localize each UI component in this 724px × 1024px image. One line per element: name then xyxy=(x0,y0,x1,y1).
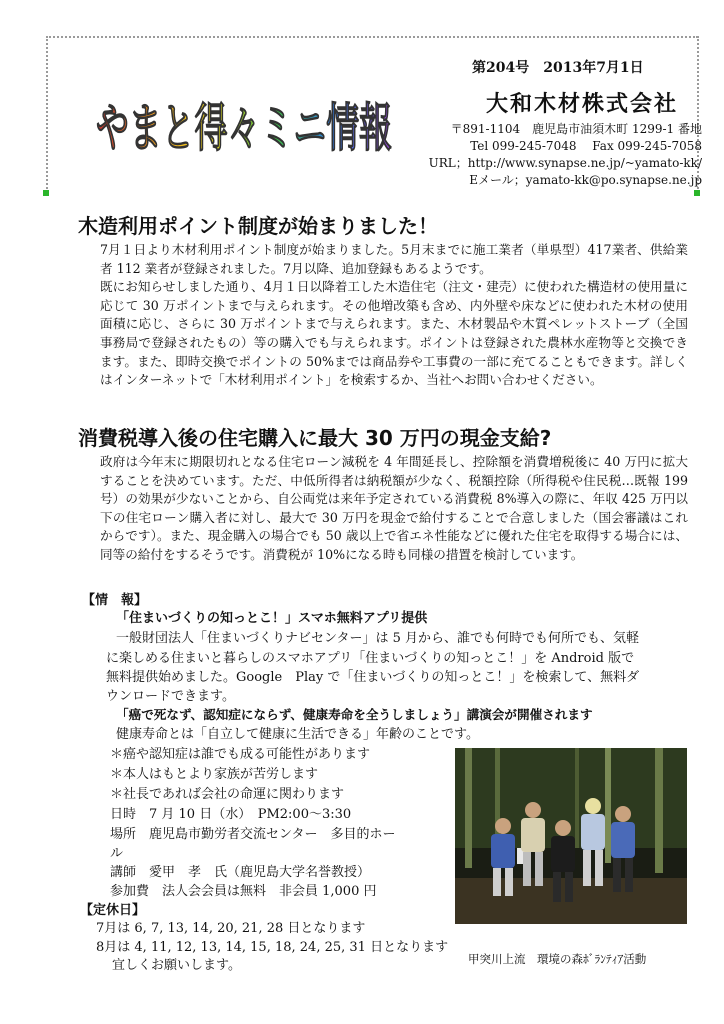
lecture-line: 場所 鹿児島市勤労者交流センター 多目的ホー xyxy=(110,827,396,842)
header-frame-top xyxy=(46,36,698,38)
holiday-august: 8月は 4, 11, 12, 13, 14, 15, 18, 24, 25, 31 日となります xyxy=(96,940,449,955)
holiday-july: 7月は 6, 7, 13, 14, 20, 21, 28 日となります xyxy=(96,921,366,936)
company-email[interactable]: Eメール；yamato-kk@po.synapse.ne.jp xyxy=(469,173,702,187)
corner-dot xyxy=(43,190,49,196)
app-title: 「住まいづくりの知っとこ！」スマホ無料アプリ提供 xyxy=(116,611,428,626)
lecture-line: 参加費 法人会会員は無料 非会員 1,000 円 xyxy=(110,884,377,899)
article-title: 消費税導入後の住宅購入に最大 30 万円の現金支給? xyxy=(78,426,552,450)
lecture-line: ル xyxy=(110,846,124,861)
company-address: 〒891-1104 鹿児島市油須木町 1299-1 番地 xyxy=(450,122,702,136)
app-line: に楽しめる住まいと暮らしのスマホアプリ「住まいづくりの知っとこ！」を Android 版で xyxy=(106,651,635,666)
holiday-label: 【定休日】 xyxy=(80,903,146,918)
lecture-line: 健康寿命とは「自立して健康に生活できる」年齢のことです。 xyxy=(116,727,479,742)
article-paragraph: 既にお知らせしました通り、4月１日以降着工した木造住宅（注文・建売）に使われた構造材の使用量に応じて 30 万ポイントまで与えられます。その他増改築も含め、内外壁や床などに使われた木材の使用面積に応じ、さらに 30 万ポイントまで与えられます。また、木材製品や木質ペレットストーブ（全国事務局で登録されたもの）等の購入でも与えられます。ポイントは登録された農林水産物等と交換できます。また、即時交換でポイントの 50%までは商品券や工事費の一部に充てることもできます。詳しくはインターネットで「木材利用ポイント」を検索するか、当社へお問い合わせください。 xyxy=(100,279,688,388)
article-title: 木造利用ポイント制度が始まりました！ xyxy=(78,214,438,238)
holiday-closing: 宜しくお願いします。 xyxy=(112,958,241,973)
lecture-line: 日時 7 月 10 日（水） PM2:00～3:30 xyxy=(110,807,352,822)
lecture-line: ＊社長であれば会社の命運に関わります xyxy=(110,787,345,802)
company-phone: Tel 099-245-7048 Fax 099-245-7058 xyxy=(470,139,702,153)
article-paragraph: 7月１日より木材利用ポイント制度が始まりました。5月末までに施工業者（単県型）417業者、供給業者 112 業者が登録されました。7月以降、追加登録もあるようです。 xyxy=(100,242,688,276)
app-line: 無料提供始めました。Google Play で「住まいづくりの知っとこ！」を検索して、無料ダ xyxy=(106,670,640,685)
article-body xyxy=(100,453,688,565)
corner-dot xyxy=(694,190,700,196)
article-paragraph: 政府は今年末に期限切れとなる住宅ローン減税を 4 年間延長し、控除額を消費増税後に 40 万円に拡大することを決めています。ただ、中低所得者は納税額が少なく、税額控除（所得税や住民税…既報 199 号）の効果が少ないことから、自公両党は来年予定されている消費税 8%導入の際に、年収 425 万円以下の住宅ローン購入者に対し、最大で 30 万円を現金で給付することで合意しました（国会審議はこれからです）。また、現金購入の場合でも 50 歳以上で省エネ性能などに優れた住宅を取得する場合には、同等の給付をするそうです。消費税が 10%になる時も同様の措置を検討しています。 xyxy=(100,454,688,562)
info-section-label: 【情 報】 xyxy=(82,593,148,608)
app-line: ウンロードできます。 xyxy=(106,689,235,704)
header-frame-left xyxy=(46,36,48,196)
article-body xyxy=(100,241,688,390)
lecture-line: 講師 愛甲 孝 氏（鹿児島大学名誉教授） xyxy=(110,865,371,880)
issue-number: 第204号 2013年7月1日 xyxy=(472,60,644,76)
company-name: 大和木材株式会社 xyxy=(486,91,679,117)
lecture-title: 「癌で死なず、認知症にならず、健康寿命を全うしましょう」講演会が開催されます xyxy=(116,707,593,722)
app-line: 一般財団法人「住まいづくりナビセンター」は 5 月から、誰でも何時でも何所でも、気軽 xyxy=(116,631,640,646)
lecture-line: ＊癌や認知症は誰でも成る可能性があります xyxy=(110,747,371,762)
newsletter-logo xyxy=(96,58,396,178)
volunteer-group-photo xyxy=(455,748,687,924)
company-url[interactable]: URL；http://www.synapse.ne.jp/~yamato-kk/ xyxy=(428,156,702,170)
logo-text: やまと得々ミニ情報 xyxy=(96,99,392,159)
lecture-line: ＊本人はもとより家族が苦労します xyxy=(110,767,319,782)
photo-caption: 甲突川上流 環境の森ﾎﾞﾗﾝﾃｨｱ活動 xyxy=(468,952,647,966)
